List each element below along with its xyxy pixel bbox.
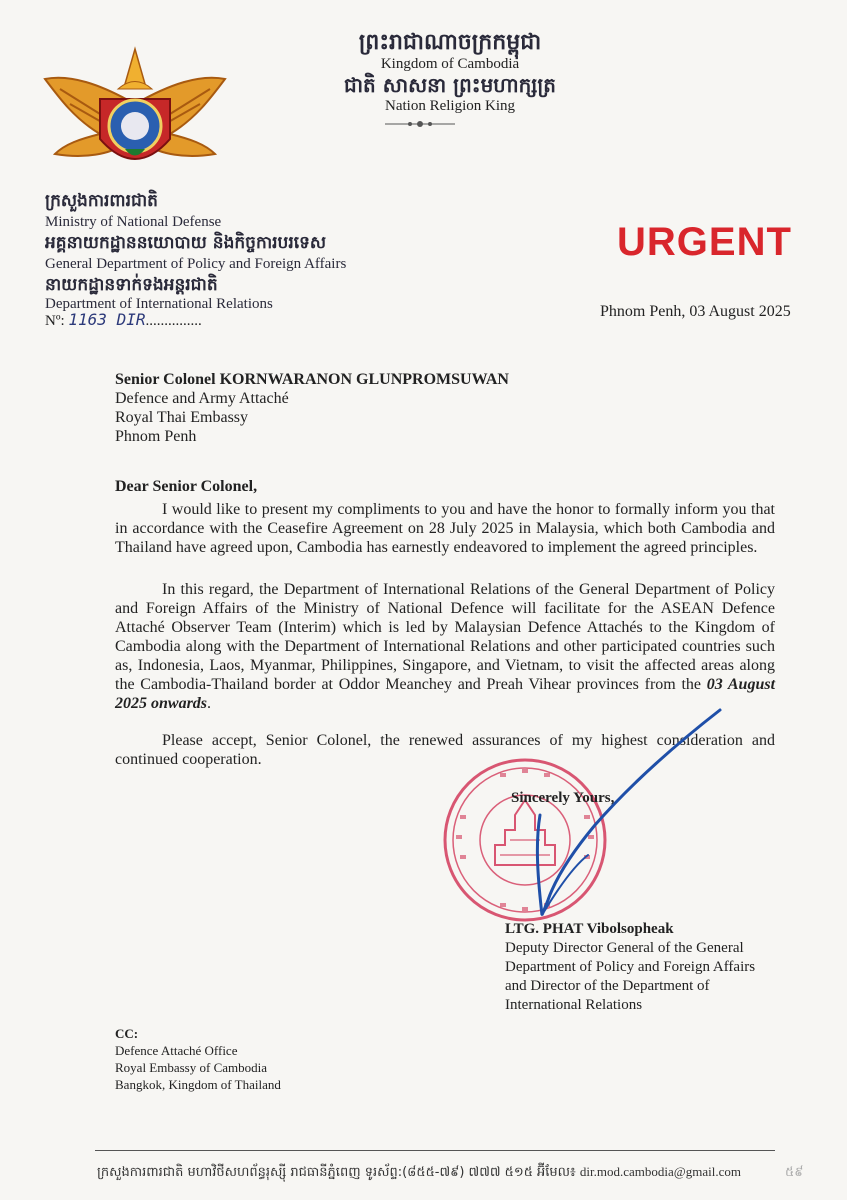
- addressee-block: [115, 370, 509, 446]
- cc-line: Royal Embassy of Cambodia: [115, 1060, 268, 1075]
- urgent-stamp: URGENT: [617, 220, 792, 264]
- paragraph-text: In this regard, the Department of International Relations of the General Department of Policy and Foreign Affairs of the Ministry of National Defence will facilitate for the ASEAN Defence Attaché Observer Team (Interim) which is led by Malaysian Defence Attachés to the Kingdom of Cambodia along with the Department of International Relations and other participated countries such as, Indonesia, Laos, Myanmar, Philippines, Singapore, and Vietnam, to visit the affected areas along the Cambodia-Thailand border at Oddor Meanchey and Preah Vihear provinces from the: [115, 581, 775, 693]
- paragraph-text: Please accept, Senior Colonel, the renewed assurances of my highest consideration and continued cooperation.: [115, 732, 775, 768]
- khmer-department-name: អគ្គនាយកដ្ឋាននយោបាយ និងកិច្ចការបរទេស: [45, 233, 327, 253]
- footer-email: dir.mod.cambodia@gmail.com: [579, 1164, 741, 1179]
- reference-number: [45, 310, 202, 330]
- khmer-ministry-name: ក្រសួងការពារជាតិ: [45, 191, 158, 211]
- footer-divider: [95, 1150, 775, 1151]
- body-paragraph-1: [115, 500, 775, 557]
- reference-prefix: Nº:: [45, 313, 65, 329]
- khmer-directorate-name: នាយកដ្ឋានទាក់ទងអន្តរជាតិ: [45, 275, 218, 295]
- footer-address-text: ក្រសួងការពារជាតិ មហាវិថីសហព័ន្ធរុស្ស៊ី រាជធានីភ្នំពេញ ទូរស័ព្ទ:(៨៥៥-៧៩) ៧៧៧ ៥១៥ អ៊ីមែល៖: [97, 1165, 576, 1180]
- addressee-line: Phnom Penh: [115, 428, 197, 445]
- addressee-name: Senior Colonel KORNWARANON GLUNPROMSUWAN: [115, 371, 509, 388]
- khmer-motto-heading: ជាតិ សាសនា ព្រះមហាក្សត្រ: [344, 73, 556, 97]
- addressee-line: Defence and Army Attaché: [115, 390, 289, 407]
- ministry-emblem-icon: [40, 44, 230, 194]
- footer-address: [97, 1164, 741, 1183]
- signer-block: [505, 920, 755, 1015]
- department-name: General Department of Policy and Foreign Affairs: [45, 256, 347, 272]
- signer-title: International Relations: [505, 997, 643, 1013]
- paragraph-end: .: [207, 695, 212, 712]
- paragraph-emphasis: 03 August 2025 onwards: [115, 676, 776, 712]
- signer-title: and Director of the Department of: [505, 978, 710, 994]
- addressee-line: Royal Thai Embassy: [115, 409, 249, 426]
- reference-value: 1163 DIR: [68, 310, 146, 329]
- cc-block: [115, 1025, 281, 1093]
- signer-name: LTG. PHAT Vibolsopheak: [505, 921, 674, 937]
- directorate-name: Department of International Relations: [45, 296, 273, 312]
- cc-line: Defence Attaché Office: [115, 1043, 238, 1058]
- ministry-name: Ministry of National Defense: [45, 214, 222, 230]
- khmer-kingdom-heading: ព្រះរាជាណាចក្រកម្ពុជា: [358, 30, 542, 55]
- date-line: Phnom Penh, 03 August 2025: [600, 303, 791, 320]
- signer-title: Department of Policy and Foreign Affairs: [505, 959, 756, 975]
- signature-icon: [500, 705, 730, 925]
- motto-heading: Nation Religion King: [385, 98, 515, 114]
- signer-title: Deputy Director General of the General: [505, 940, 744, 956]
- paragraph-text: I would like to present my compliments to you and have the honor to formally inform you that in accordance with the Ceasefire Agreement on 28 July 2025 in Malaysia, which both Cambodia and Thailand have agreed upon, Cambodia has earnestly endeavored to implement the agreed principles.: [115, 501, 775, 556]
- closing: Sincerely Yours,: [511, 790, 615, 806]
- salutation: Dear Senior Colonel,: [115, 478, 258, 495]
- footer-mark: ៥៩: [785, 1165, 804, 1180]
- cc-line: Bangkok, Kingdom of Thailand: [115, 1077, 281, 1092]
- reference-dots: ...............: [145, 313, 202, 329]
- kingdom-heading: Kingdom of Cambodia: [380, 56, 520, 72]
- ornament-divider-icon: [385, 118, 455, 130]
- body-paragraph-2: [115, 580, 775, 713]
- cc-label: CC:: [115, 1026, 139, 1041]
